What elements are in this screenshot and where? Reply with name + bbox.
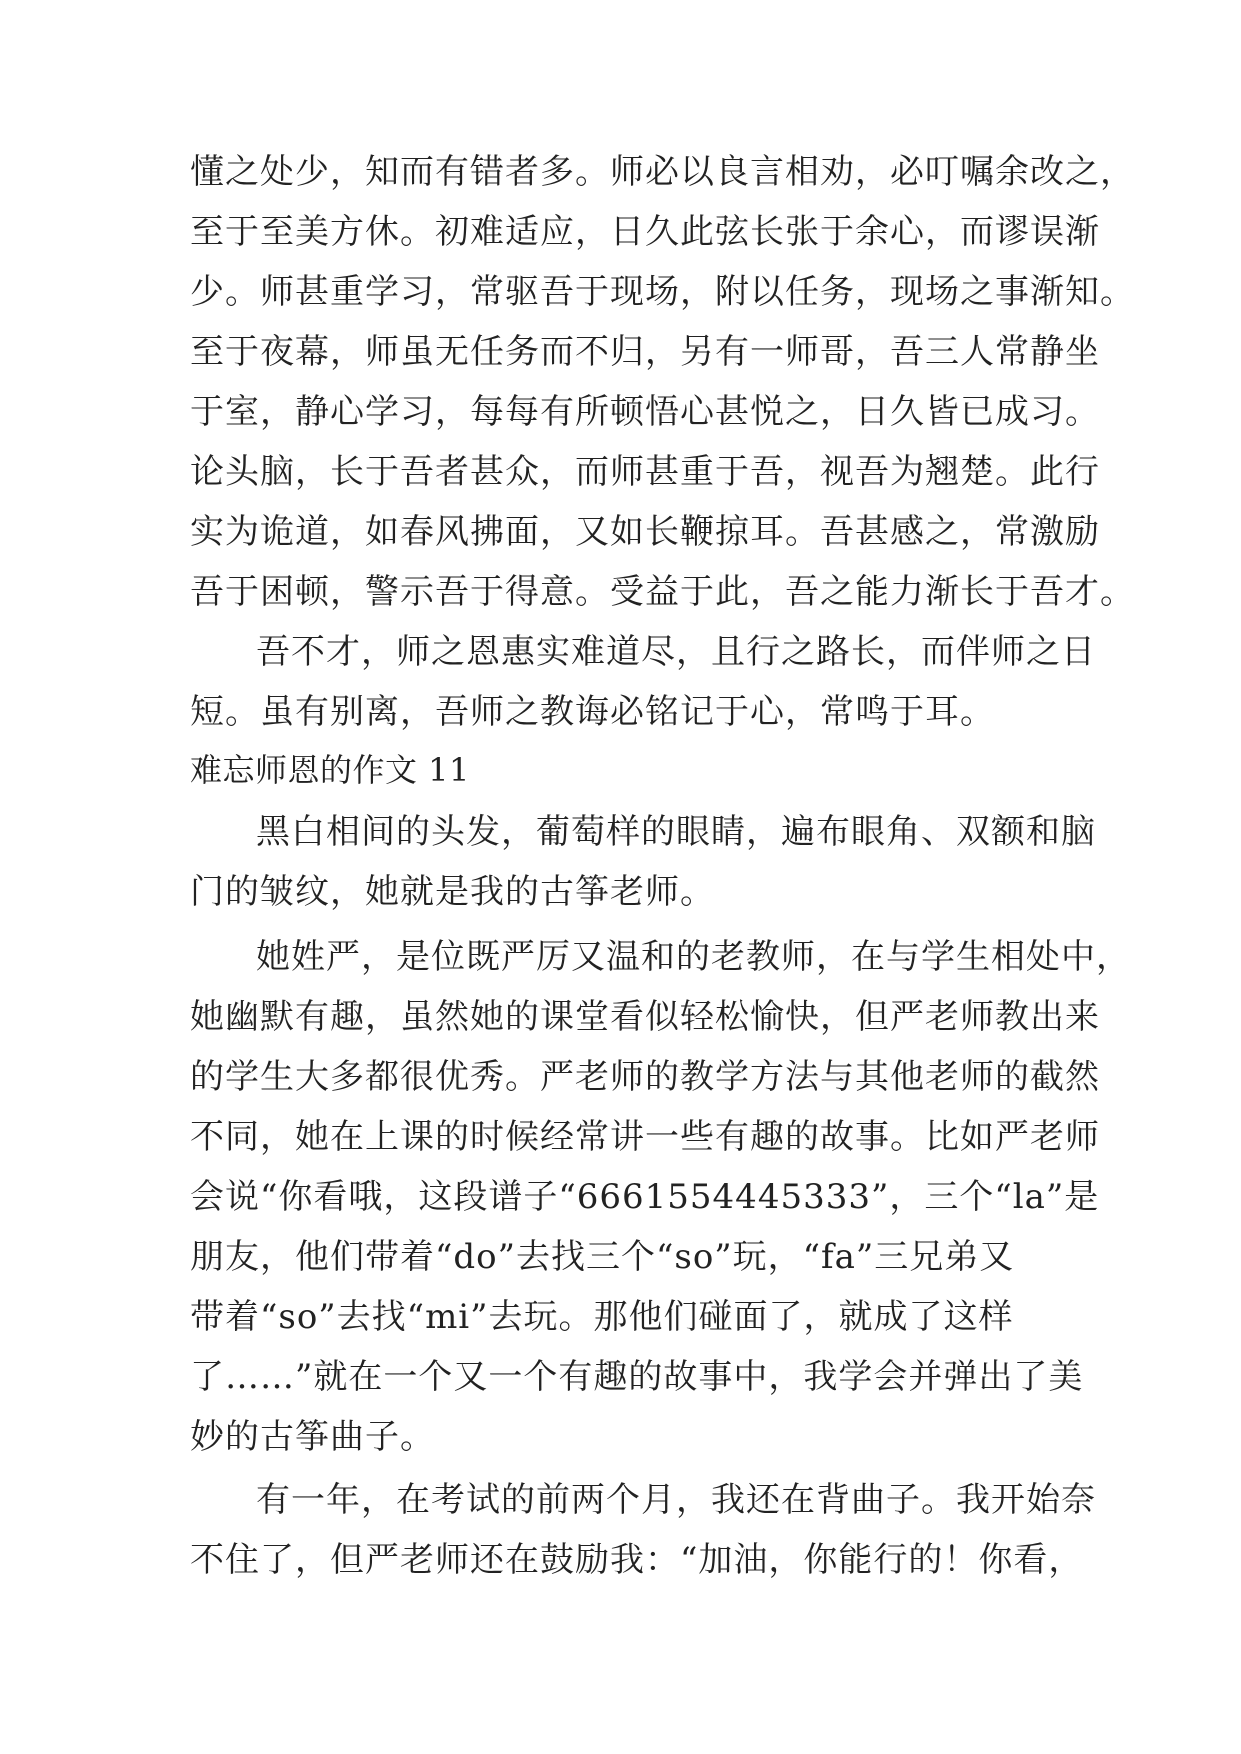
- text-line: 至于至美方休。初难适应，日久此弦长张于余心，而谬误渐: [190, 212, 1100, 252]
- paragraph-start-line: 黑白相间的头发，葡萄样的眼睛，遍布眼角、双额和脑: [256, 812, 1096, 852]
- text-line: 门的皱纹，她就是我的古筝老师。: [190, 872, 715, 912]
- text-line: 少。师甚重学习，常驱吾于现场，附以任务，现场之事渐知。: [190, 272, 1135, 312]
- text-line: 了……”就在一个又一个有趣的故事中，我学会并弹出了美: [190, 1357, 1084, 1397]
- text-line: 论头脑，长于吾者甚众，而师甚重于吾，视吾为翘楚。此行: [190, 452, 1100, 492]
- text-line: 不住了，但严老师还在鼓励我：“加油，你能行的！你看，: [190, 1540, 1084, 1580]
- text-line: 实为诡道，如春风拂面，又如长鞭掠耳。吾甚感之，常激励: [190, 512, 1100, 552]
- paragraph-start-line: 她姓严，是位既严厉又温和的老教师，在与学生相处中，: [256, 937, 1131, 977]
- text-line: 不同，她在上课的时候经常讲一些有趣的故事。比如严老师: [190, 1117, 1100, 1157]
- text-line: 妙的古筝曲子。: [190, 1417, 435, 1457]
- text-line: 短。虽有别离，吾师之教诲必铭记于心，常鸣于耳。: [190, 692, 995, 732]
- text-line: 至于夜幕，师虽无任务而不归，另有一师哥，吾三人常静坐: [190, 332, 1100, 372]
- text-line: 她幽默有趣，虽然她的课堂看似轻松愉快，但严老师教出来: [190, 997, 1100, 1037]
- text-line: 朋友，他们带着“do”去找三个“so”玩，“fa”三兄弟又: [190, 1237, 1015, 1277]
- text-line: 懂之处少，知而有错者多。师必以良言相劝，必叮嘱余改之，: [190, 152, 1135, 192]
- text-line: 的学生大多都很优秀。严老师的教学方法与其他老师的截然: [190, 1057, 1100, 1097]
- paragraph-start-line: 吾不才，师之恩惠实难道尽，且行之路长，而伴师之日: [256, 632, 1096, 672]
- text-line: 会说“你看哦，这段谱子“6661554445333”，三个“la”是: [190, 1177, 1100, 1217]
- text-line: 于室，静心学习，每每有所顿悟心甚悦之，日久皆已成习。: [190, 392, 1100, 432]
- section-heading: 难忘师恩的作文 11: [190, 751, 470, 789]
- text-line: 吾于困顿，警示吾于得意。受益于此，吾之能力渐长于吾才。: [190, 572, 1135, 612]
- text-line: 带着“so”去找“mi”去玩。那他们碰面了，就成了这样: [190, 1297, 1014, 1337]
- paragraph-start-line: 有一年，在考试的前两个月，我还在背曲子。我开始奈: [256, 1480, 1096, 1520]
